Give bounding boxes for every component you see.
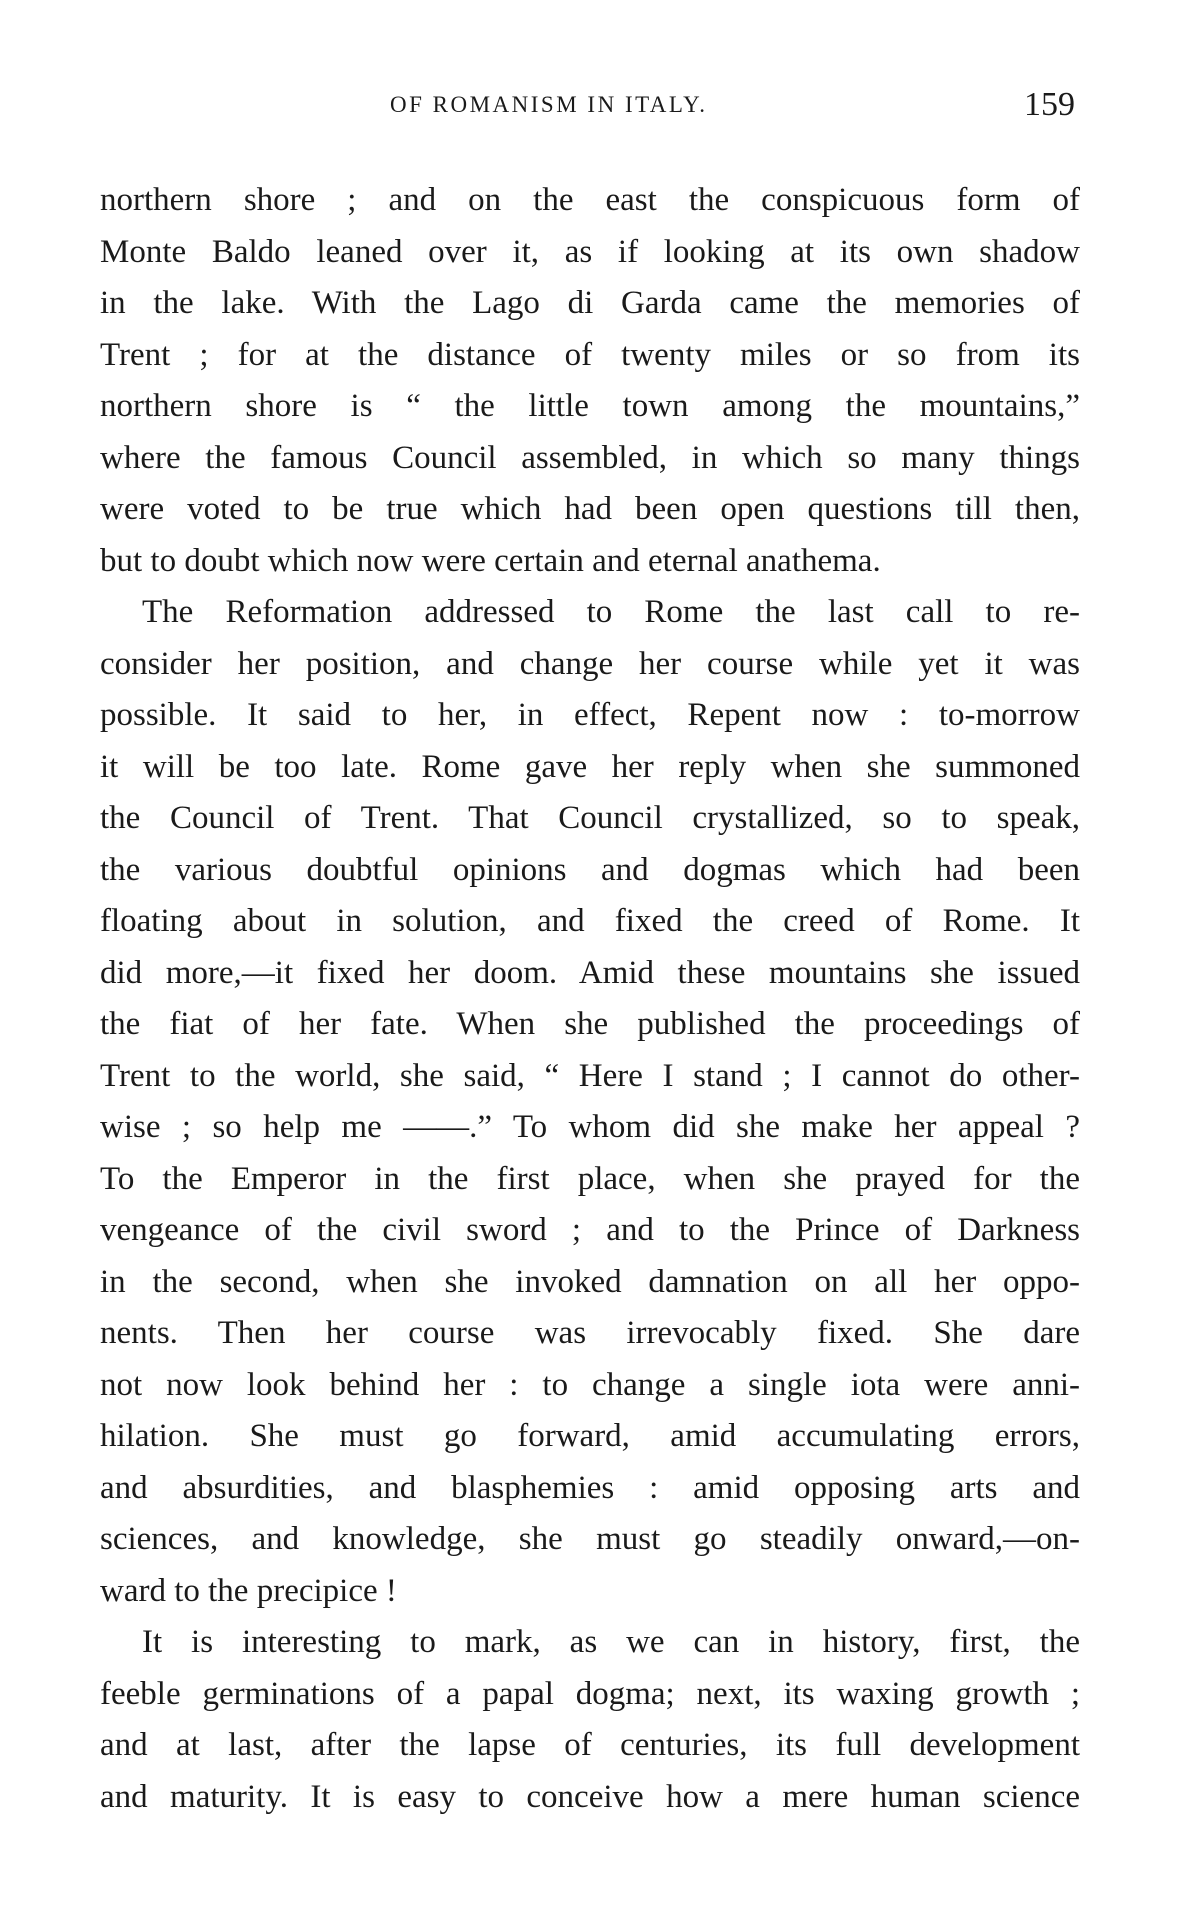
text-line: sciences, and knowledge, she must go steadily onward,—on- [100,1521,1080,1557]
text-line: northern shore is “ the little town among the mountains,” [100,388,1080,424]
text-line: and maturity. It is easy to conceive how a mere human science [100,1778,1080,1815]
text-line: the Council of Trent. That Council crystallized, so to speak, [100,800,1080,836]
text-line: and absurdities, and blasphemies : amid opposing arts and [100,1469,1080,1506]
text-line: but to doubt which now were certain and eternal anathema. [100,542,881,579]
text-line: feeble germinations of a papal dogma; next, its waxing growth ; [100,1675,1080,1712]
text-line: did more,—it fixed her doom. Amid these mountains she issued [100,954,1080,991]
text-line: consider her position, and change her course while yet it was [100,645,1080,682]
text-line: wise ; so help me ——.” To whom did she make her appeal ? [100,1109,1080,1145]
text-line: Trent ; for at the distance of twenty miles or so from its [100,336,1080,373]
text-line: were voted to be true which had been open questions till then, [100,491,1080,527]
text-line: northern shore ; and on the east the conspicuous form of [100,182,1080,218]
running-header-title: OF ROMANISM IN ITALY. [390,92,708,117]
text-line: where the famous Council assembled, in which so many things [100,439,1080,476]
page-number: 159 [1024,86,1075,123]
body-text [100,175,1080,1823]
text-line: The Reformation addressed to Rome the last call to re- [142,594,1080,630]
text-line: ward to the precipice ! [100,1572,397,1609]
text-line: It is interesting to mark, as we can in history, first, the [142,1624,1080,1660]
text-line: in the lake. With the Lago di Garda came the memories of [100,285,1080,321]
text-line: the fiat of her fate. When she published the proceedings of [100,1006,1080,1042]
text-line: To the Emperor in the first place, when she prayed for the [100,1160,1080,1197]
text-line: it will be too late. Rome gave her reply when she summoned [100,748,1080,785]
text-line: Monte Baldo leaned over it, as if looking at its own shadow [100,233,1080,270]
text-line: vengeance of the civil sword ; and to the Prince of Darkness [100,1212,1080,1248]
text-line: Trent to the world, she said, “ Here I stand ; I cannot do other- [100,1057,1080,1094]
running-header [100,86,1080,132]
text-line: floating about in solution, and fixed the creed of Rome. It [100,903,1080,939]
text-line: hilation. She must go forward, amid accumulating errors, [100,1418,1080,1454]
text-line: not now look behind her : to change a single iota were anni- [100,1366,1080,1403]
text-line: and at last, after the lapse of centuries, its full development [100,1727,1080,1763]
text-line: nents. Then her course was irrevocably fixed. She dare [100,1315,1080,1351]
text-line: the various doubtful opinions and dogmas which had been [100,851,1080,888]
text-line: in the second, when she invoked damnation on all her oppo- [100,1263,1080,1300]
text-line: possible. It said to her, in effect, Repent now : to-morrow [100,697,1080,733]
